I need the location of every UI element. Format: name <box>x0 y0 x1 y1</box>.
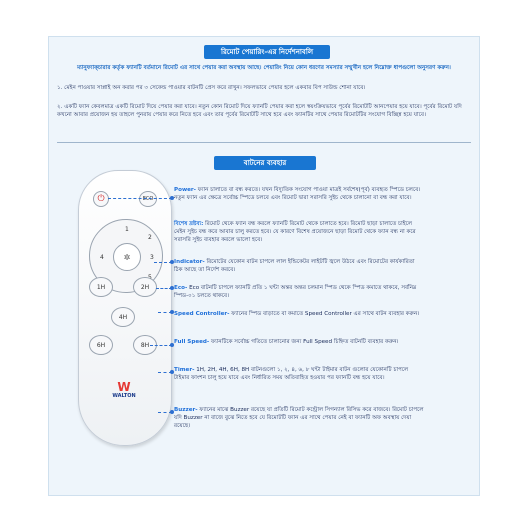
item-power <box>174 186 424 202</box>
timer-2h-button[interactable]: 2H <box>133 277 157 297</box>
item-buzzer <box>174 406 424 430</box>
item-power-text: ফ্যান চালাতে বা বন্ধ করতে। যখন বিদ্যুতিক সংযোগ পাওয়া মাত্রই সর্বশেষ(পূর্ব) ব্যবহৃত স্পিডে চলবে। নতুন ফ্যান এর ক্ষেত্রে সর্বোচ্চ স্পিডে চলবে এবং রিমোট দ্বারা সরাসরি সুইচ থেকে চালানো বা বন্ধ করা যাবে। <box>174 187 421 201</box>
item-buzzer-text: ফ্যানের মাঝে Buzzer রয়েছে যা প্রতিটি রিমোট কন্ট্রোল সিগন্যাল রিসিভ করে বাজবে। রিমোট চাপলে যদি Buzzer না বাজে বুঝে নিতে হবে যে রিমোটটি ফ্যান এর সাথে পেয়ার নেই বা ফ্যানটি অফ অবস্থায় দেয়া রয়েছে। <box>174 407 424 429</box>
item-buzzer-key: Buzzer- <box>174 407 198 413</box>
item-timer-text: 1H, 2H, 4H, 6H, 8H বাটনগুলো ১, ২, ৪, ৬, ৮ ঘন্টা টাইমার বাটন গুলোর যেকোনটি চাপলে টাইমার ফাংশন চালু হয়ে যাবে এবং নির্ধারিত সময় অতিবাহিত হওয়ার পর ফ্যানটি বন্ধ হয়ে যাবে। <box>174 367 409 381</box>
speed-4[interactable]: 4 <box>100 254 104 261</box>
walton-logo-mark: W <box>117 380 131 394</box>
walton-logo <box>109 381 139 405</box>
item-indicator-text: রিমোটের যেকোন বাটন চাপলে লাল ইন্ডিকেটর লাইটটি জ্বলে উঠবে এবং রিমোটের কার্যকারিতা ঠিক আছে তা নির্দেশ করবে। <box>174 259 415 273</box>
item-full-speed <box>174 338 424 346</box>
timer-8h-button[interactable]: 8H <box>133 335 157 355</box>
speed-2[interactable]: 2 <box>148 234 152 241</box>
timer-1h-button[interactable]: 1H <box>89 277 113 297</box>
speed-3[interactable]: 3 <box>150 254 154 261</box>
item-eco <box>174 284 424 300</box>
item-timer <box>174 366 424 382</box>
item-eco-key: Eco- <box>174 285 188 291</box>
timer-buttons <box>85 277 165 367</box>
power-leader <box>108 198 172 199</box>
full-speed-button[interactable]: ✲ <box>113 243 141 271</box>
pairing-intro: ম্যানুফ্যাক্চারার কর্তৃক ফ্যানটি বর্তমানে রিমোট এর সাথে পেয়ার করা অবস্থায় আছে। পেয়ারিং নিয়ে কোন ধরণের সমস্যার সম্মুখীন হলে নিম্নোক্ত ধাপগুলো অনুসরণ করুন। <box>77 65 451 71</box>
timer-6h-button[interactable]: 6H <box>89 335 113 355</box>
item-speed-controller <box>174 310 424 318</box>
item-fullspeed-key: Full Speed- <box>174 339 210 345</box>
power-button[interactable]: ⏻ <box>93 191 109 207</box>
item-note-key: বিশেষ দ্রষ্টব্য: <box>174 221 204 227</box>
item-note-text: রিমোট থেকে ফ্যান বন্ধ করলে ফ্যানটি রিমোট থেকে চালাতে হবে। রিমোট ছাড়া চালাতে চাইলে মেইন সুইচ বন্ধ করে আবার চালু করতে হবে। যে কারণে বিশেষ প্রয়োজনে ছাড়া রিমোট থেকে ফ্যান বন্ধ না করে সরাসরি সুইচ ব্যবহার করলে ভালো হবে। <box>174 221 416 243</box>
buttons-header: বাটনের ব্যবহার <box>214 156 316 170</box>
remote-control <box>78 170 172 446</box>
pairing-header: রিমোট পেয়ারিং-এর নির্দেশনাবলি <box>204 45 330 59</box>
item-power-key: Power- <box>174 187 196 193</box>
walton-wordmark: WALTON <box>112 393 136 399</box>
pairing-step-2: ২. একটি ফ্যান কেবলমাত্র একটি রিমোট দিয়ে পেয়ার করা যাবে। নতুন কোন রিমোট দিয়ে ফ্যানটি পেয়ার করা হলে স্বয়ংক্রিয়ভাবে পূর্বের রিমোটটি আনপেয়ার হয়ে যাবে। পূর্বের রিমোট যদি কখনো আবার প্রয়োজন হয় তাহলে পুনরায় পেয়ার করে নিতে হবে এবং তার পূর্বের রিমোটটি সাথে হবে এবং ফ্যানটির সাথে পেয়ার রিমোটটির সংযোগ বিচ্ছিন্ন হয়ে যাবে। <box>57 104 462 118</box>
item-timer-key: Timer- <box>174 367 195 373</box>
item-note <box>174 220 424 244</box>
eco-button[interactable]: ECO <box>139 191 157 207</box>
item-speed-key: Speed Controller- <box>174 311 230 317</box>
item-eco-text: Eco বাটনটি চাপলে ফ্যানটি প্রতি ১ ঘন্টা অন্তর অন্তর চলমান স্পিড থেকে স্পিড কমাতে থাকবে, সর্বনিম্ন স্পিড-০১ চলতে থাকবে। <box>174 285 417 299</box>
pairing-step-1: ১. মেইন পাওয়ার সাপ্লাই অন করার পর ৩ সেকেন্ড পাওয়ার বাটনটি প্রেস করে রাখুন। সফলভাবে পেয়ার হলে একবার বিপ সাউন্ড শোনা যাবে। <box>57 85 366 91</box>
timer-4h-button[interactable]: 4H <box>111 307 135 327</box>
item-indicator <box>174 258 424 274</box>
divider <box>57 142 471 143</box>
item-fullspeed-text: ফ্যানটিকে সর্বোচ্চ গতিতে চালানোর জন্য Full Speed চিহ্নিত বাটনটি ব্যবহার করুন। <box>209 339 399 345</box>
fullspeed-leader <box>150 345 172 346</box>
item-indicator-key: Indicator- <box>174 259 205 265</box>
item-speed-text: ফ্যানের স্পিড বাড়াতে বা কমাতে Speed Controller এর সাথে বাটন ব্যবহার করুন। <box>229 311 420 317</box>
speed-1[interactable]: 1 <box>125 226 129 233</box>
